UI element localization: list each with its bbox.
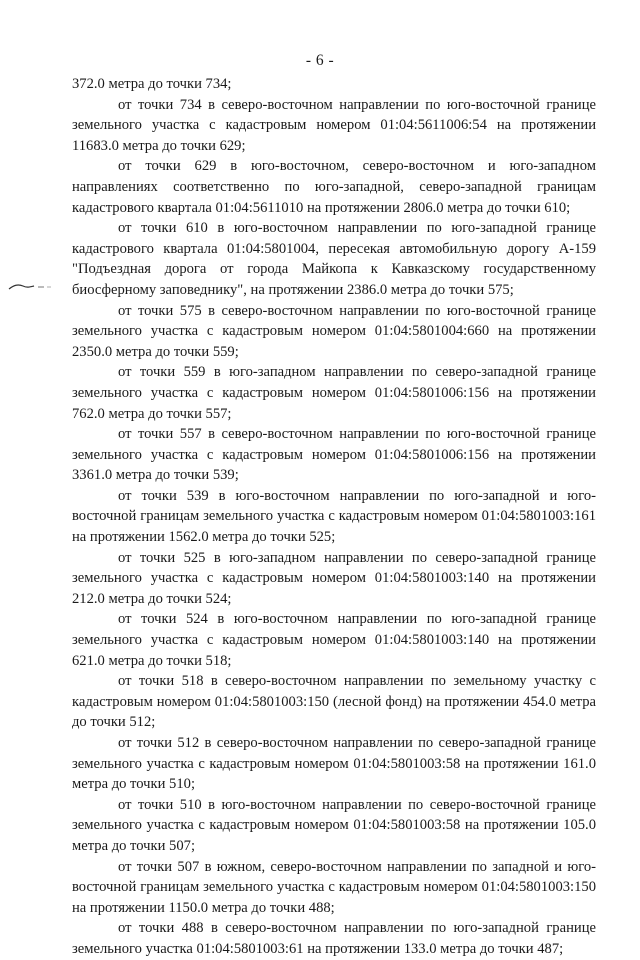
paragraph-continuation: 372.0 метра до точки 734; — [72, 76, 232, 92]
paragraph-point-512: от точки 512 в северо-восточном направлении по северо-западной границе земельного участка с кадастровым номером 01:04:5801003:58 на протяжении 161.0 метра до точки 510; — [72, 735, 596, 793]
paragraph-point-557: от точки 557 в северо-восточном направлении по юго-восточной границе земельного участка с кадастровым номером 01:04:5801006:156 на протяжении 3361.0 метра до точки 539; — [72, 426, 596, 484]
paragraph-point-510: от точки 510 в юго-восточном направлении по северо-восточной границе земельного участка с кадастровым номером 01:04:5801003:58 на протяжении 105.0 метра до точки 507; — [72, 796, 596, 854]
document-body — [72, 74, 596, 960]
paragraph-point-559: от точки 559 в юго-западном направлении по северо-западной границе земельного участка с кадастровым номером 01:04:5801006:156 на протяжении 762.0 метра до точки 557; — [72, 364, 596, 422]
paragraph-point-518: от точки 518 в северо-восточном направлении по земельному участку с кадастровым номером 01:04:5801003:150 (лесной фонд) на протяжении 454.0 метра до точки 512; — [72, 673, 596, 731]
paragraph-point-610: от точки 610 в юго-восточном направлении по юго-западной границе кадастрового квартала 01:04:5801004, пересекая автомобильную дорогу А-159 "Подъездная дорога от города Майкопа к Кавказскому государственному биосферному заповеднику", на протяжении 2386.0 метра до точки 575; — [72, 220, 596, 298]
paragraph-point-488: от точки 488 в северо-восточном направлении по юго-западной границе земельного участка 01:04:5801003:61 на протяжении 133.0 метра до точки 487; — [72, 920, 596, 957]
paragraph-point-575: от точки 575 в северо-восточном направлении по юго-восточной границе земельного участка с кадастровым номером 01:04:5801004:660 на протяжении 2350.0 метра до точки 559; — [72, 302, 596, 360]
paragraph-point-524: от точки 524 в юго-восточном направлении по юго-западной границе земельного участка с кадастровым номером 01:04:5801003:140 на протяжении 621.0 метра до точки 518; — [72, 611, 596, 669]
paragraph-point-734: от точки 734 в северо-восточном направлении по юго-восточной границе земельного участка с кадастровым номером 01:04:5611006:54 на протяжении 11683.0 метра до точки 629; — [72, 96, 596, 154]
paragraph-point-507: от точки 507 в южном, северо-восточном направлении по западной и юго-восточной границам земельного участка с кадастровым номером 01:04:5801003:150 на протяжении 1150.0 метра до точки 488; — [72, 858, 596, 916]
scan-artifact-mark — [8, 282, 52, 292]
paragraph-point-539: от точки 539 в юго-восточном направлении по юго-западной и юго-восточной границам земельного участка с кадастровым номером 01:04:5801003:161 на протяжении 1562.0 метра до точки 525; — [72, 487, 596, 546]
paragraph-point-525: от точки 525 в юго-западном направлении по северо-западной границе земельного участка с кадастровым номером 01:04:5801003:140 на протяжении 212.0 метра до точки 524; — [72, 549, 596, 607]
paragraph-point-629: от точки 629 в юго-восточном, северо-восточном и юго-западном направлениях соответственно по юго-западной, северо-западной границам кадастрового квартала 01:04:5611010 на протяжении 2806.0 метра до точки 610; — [72, 158, 596, 216]
page-number: - 6 - — [305, 52, 335, 69]
